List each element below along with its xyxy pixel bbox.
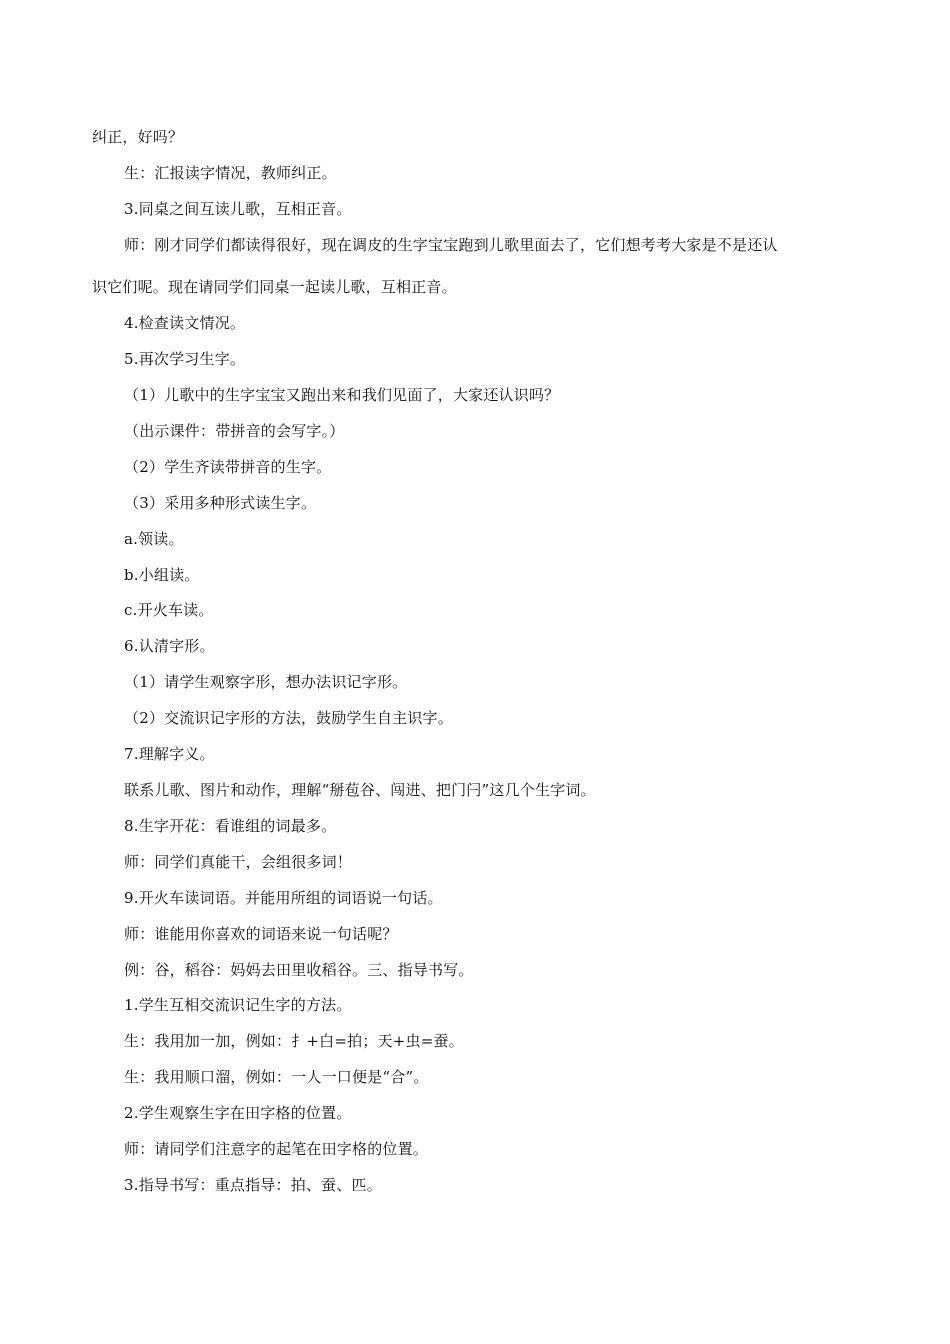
text-line: （2）学生齐读带拼音的生字。 xyxy=(124,458,332,476)
text-line: 生：我用顺口溜，例如：一人一口便是“合”。 xyxy=(124,1068,429,1086)
text-line: 2.学生观察生字在田字格的位置。 xyxy=(124,1104,352,1122)
text-line: c.开火车读。 xyxy=(124,601,214,619)
text-line: 4.检查读文情况。 xyxy=(124,314,246,332)
text-line: 7.理解字义。 xyxy=(124,745,215,763)
text-line: 8.生字开花：看谁组的词最多。 xyxy=(124,817,337,835)
text-line: 1.学生互相交流识记生字的方法。 xyxy=(124,996,352,1014)
text-line: （2）交流识记字形的方法，鼓励学生自主识字。 xyxy=(124,709,453,727)
text-line: b.小组读。 xyxy=(124,566,200,584)
text-line: 9.开火车读词语。并能用所组的词语说一句话。 xyxy=(124,889,443,907)
text-line: （1）儿歌中的生字宝宝又跑出来和我们见面了，大家还认识吗？ xyxy=(124,386,560,404)
text-line: （3）采用多种形式读生字。 xyxy=(124,494,317,512)
text-line: 师：刚才同学们都读得很好，现在调皮的生字宝宝跑到儿歌里面去了，它们想考考大家是不是还认 xyxy=(124,236,778,254)
text-line: a.领读。 xyxy=(124,530,184,548)
text-line: 师：请同学们注意字的起笔在田字格的位置。 xyxy=(124,1140,429,1158)
text-line: 5.再次学习生字。 xyxy=(124,350,246,368)
text-line: 3.同桌之间互读儿歌，互相正音。 xyxy=(124,200,352,218)
text-line: 联系儿歌、图片和动作，理解“掰苞谷、闯进、把门闩”这几个生字词。 xyxy=(124,781,596,799)
text-line: 师：谁能用你喜欢的词语来说一句话呢？ xyxy=(124,925,398,943)
text-line: 生：我用加一加，例如：扌+白=拍；天+虫=蚕。 xyxy=(124,1032,464,1050)
text-line: （出示课件：带拼音的会写字。） xyxy=(124,422,345,440)
text-line: 纠正，好吗？ xyxy=(92,128,184,146)
text-line: （1）请学生观察字形，想办法识记字形。 xyxy=(124,673,408,691)
text-line: 3.指导书写：重点指导：拍、蚕、匹。 xyxy=(124,1176,382,1194)
text-line: 例：谷，稻谷：妈妈去田里收稻谷。三、指导书写。 xyxy=(124,961,474,979)
text-line: 6.认清字形。 xyxy=(124,637,215,655)
text-line: 师：同学们真能干，会组很多词！ xyxy=(124,853,353,871)
text-line: 生：汇报读字情况，教师纠正。 xyxy=(124,164,337,182)
text-line: 识它们呢。现在请同学们同桌一起读儿歌，互相正音。 xyxy=(92,278,457,296)
